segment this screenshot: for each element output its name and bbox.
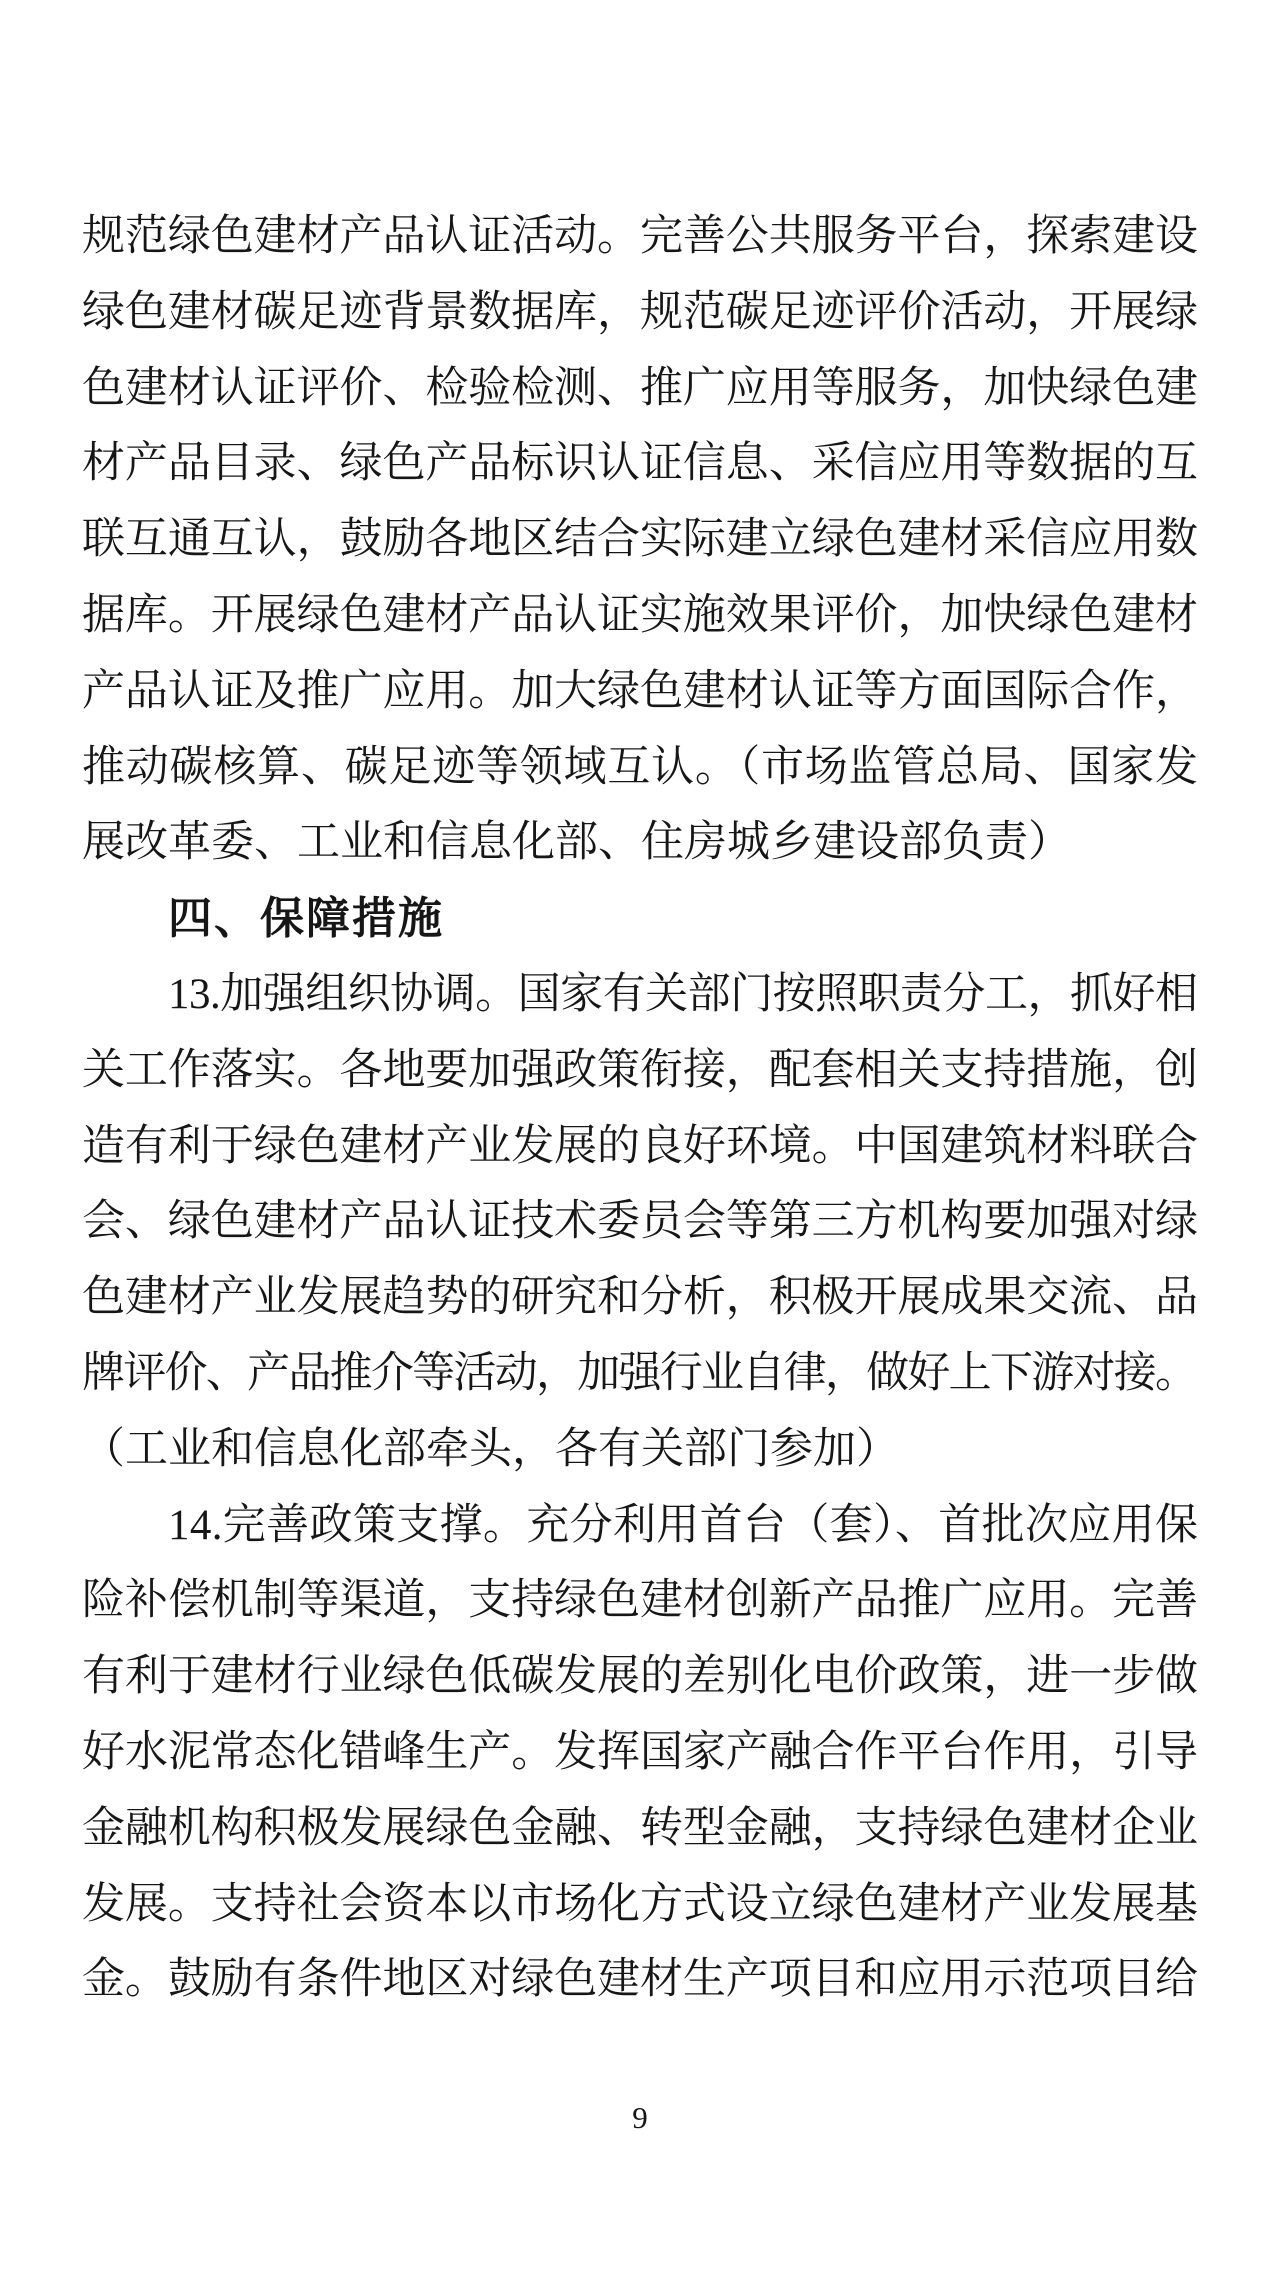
text-line-content: 金融机构积极发展绿色金融、转型金融，支持绿色建材企业 — [82, 1804, 1198, 1852]
document-body — [82, 199, 1198, 2018]
text-line-content: 规范绿色建材产品认证活动。完善公共服务平台，探索建设 — [82, 213, 1198, 260]
text-line — [82, 1033, 1198, 1109]
text-line — [82, 805, 1198, 881]
text-line-content: 色建材认证评价、检验检测、推广应用等服务，加快绿色建 — [82, 364, 1198, 412]
text-line-content: 据库。开展绿色建材产品认证实施效果评价，加快绿色建材 — [82, 591, 1198, 639]
text-line — [82, 1336, 1198, 1412]
text-line-content: 绿色建材碳足迹背景数据库，规范碳足迹评价活动，开展绿 — [82, 288, 1198, 336]
text-line-content: 色建材产业发展趋势的研究和分析，积极开展成果交流、品 — [82, 1274, 1198, 1322]
text-line-content: 险补偿机制等渠道，支持绿色建材创新产品推广应用。完善 — [82, 1577, 1198, 1625]
text-line — [82, 1184, 1198, 1260]
text-line-content: （工业和信息化部牵头，各有关部门参加） — [82, 1425, 899, 1473]
text-line — [82, 1715, 1198, 1791]
text-line-content: 牌评价、产品推介等活动，加强行业自律，做好上下游对接。 — [82, 1349, 1197, 1397]
text-line — [82, 1260, 1198, 1336]
text-line — [82, 199, 1198, 275]
text-line — [82, 426, 1198, 502]
page-footer — [0, 2098, 1280, 2138]
text-line-content: 四、保障措施 — [168, 894, 444, 944]
text-line — [82, 502, 1198, 578]
text-line-content: 发展。支持社会资本以市场化方式设立绿色建材产业发展基 — [82, 1880, 1198, 1928]
text-line-content: 联互通互认，鼓励各地区结合实际建立绿色建材采信应用数 — [82, 516, 1198, 564]
text-line — [82, 1412, 1198, 1488]
text-line — [82, 654, 1198, 730]
text-line-content: 13.加强组织协调。国家有关部门按照职责分工，抓好相 — [168, 970, 1198, 1018]
text-line-content: 材产品目录、绿色产品标识认证信息、采信应用等数据的互 — [82, 440, 1198, 488]
section-heading — [82, 881, 1198, 957]
text-line — [82, 1488, 1198, 1564]
text-line-content: 关工作落实。各地要加强政策衔接，配套相关支持措施，创 — [82, 1046, 1198, 1094]
text-line — [82, 730, 1198, 806]
text-line-content: 好水泥常态化错峰生产。发挥国家产融合作平台作用，引导 — [82, 1728, 1198, 1776]
text-line — [82, 1639, 1198, 1715]
text-line — [82, 1109, 1198, 1185]
text-line-content: 会、绿色建材产品认证技术委员会等第三方机构要加强对绿 — [82, 1198, 1198, 1246]
text-line — [82, 275, 1198, 351]
text-line — [82, 351, 1198, 427]
text-line-content: 有利于建材行业绿色低碳发展的差别化电价政策，进一步做 — [82, 1653, 1198, 1701]
text-line-content: 产品认证及推广应用。加大绿色建材认证等方面国际合作， — [82, 667, 1198, 715]
text-line — [82, 957, 1198, 1033]
text-line-content: 金。鼓励有条件地区对绿色建材生产项目和应用示范项目给 — [82, 1956, 1198, 2004]
text-line — [82, 1867, 1198, 1943]
text-line — [82, 1791, 1198, 1867]
text-line — [82, 1563, 1198, 1639]
text-line — [82, 1942, 1198, 2018]
text-line-content: 造有利于绿色建材产业发展的良好环境。中国建筑材料联合 — [82, 1122, 1198, 1170]
page-number: 9 — [632, 2100, 648, 2135]
text-line-content: 14.完善政策支撑。充分利用首台（套）、首批次应用保 — [168, 1501, 1199, 1549]
text-line-content: 展改革委、工业和信息化部、住房城乡建设部负责） — [82, 819, 1071, 867]
text-line — [82, 578, 1198, 654]
text-line-content: 推动碳核算、碳足迹等领域互认。（市场监管总局、国家发 — [82, 743, 1199, 791]
